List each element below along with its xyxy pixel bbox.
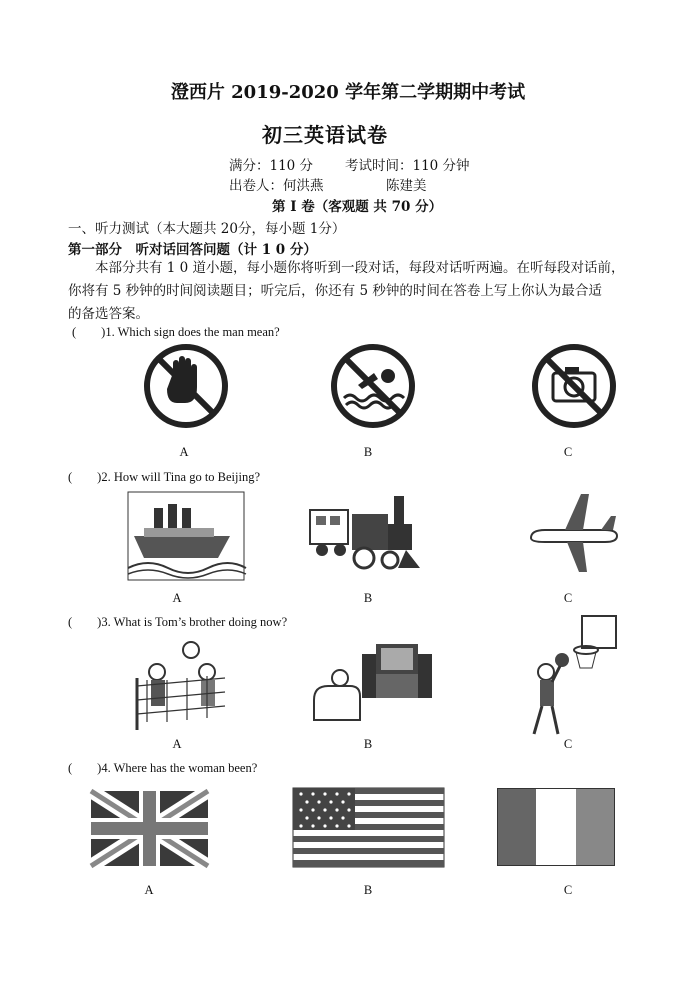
option-label: A [144,883,154,897]
option-label: C [563,591,573,605]
train-icon [308,490,423,582]
option-label: B [363,737,373,751]
setter: 出卷人：何洪燕 [229,178,324,194]
option-label: A [172,737,182,751]
option-label: C [563,445,573,459]
part1-heading: 一、听力测试（本大题共 20分，每小题 1分） [68,221,346,237]
instruction-line-3: 的备选答案。 [68,306,149,322]
basketball-icon [524,610,618,740]
option-label: B [363,445,373,459]
italy-flag-icon [497,788,615,866]
full-score: 满分：110 分 [229,158,314,174]
section-title: 第 I 卷（客观题 共 70 分） [272,199,443,215]
exam-time: 考试时间：110 分钟 [345,158,470,174]
option-label: A [179,445,189,459]
question-4: ( )4. Where has the woman been? [68,761,258,775]
no-touching-sign-icon [143,343,229,429]
option-label: B [363,883,373,897]
setter-2: 陈建美 [386,178,427,194]
option-label: B [363,591,373,605]
option-label: C [563,737,573,751]
question-3: ( )3. What is Tom’s brother doing now? [68,615,288,629]
option-label: C [563,883,573,897]
no-photography-sign-icon [531,343,617,429]
instruction-line-1: 本部分共有 1 0 道小题，每小题你将听到一段对话，每段对话听两遍。在听每段对话前， [95,260,625,276]
question-1: ( )1. Which sign does the man mean? [72,325,280,339]
option-label: A [172,591,182,605]
uk-flag-icon [91,791,208,866]
us-flag-icon [293,788,444,867]
exam-subtitle: 初三英语试卷 [262,123,388,147]
question-2: ( )2. How will Tina go to Beijing? [68,470,261,484]
exam-title: 澄西片 2019-2020 学年第二学期期中考试 [170,82,526,103]
volleyball-icon [133,640,228,732]
airplane-icon [527,490,619,578]
part1-subheading: 第一部分 听对话回答问题（计 1 0 分） [68,242,317,258]
instruction-line-2: 你将有 5 秒钟的时间阅读题目；听完后，你还有 5 秒钟的时间在答卷上写上你认为最合适 [68,283,602,299]
no-swimming-sign-icon [330,343,416,429]
ship-icon [126,490,246,582]
watching-tv-icon [310,640,438,724]
